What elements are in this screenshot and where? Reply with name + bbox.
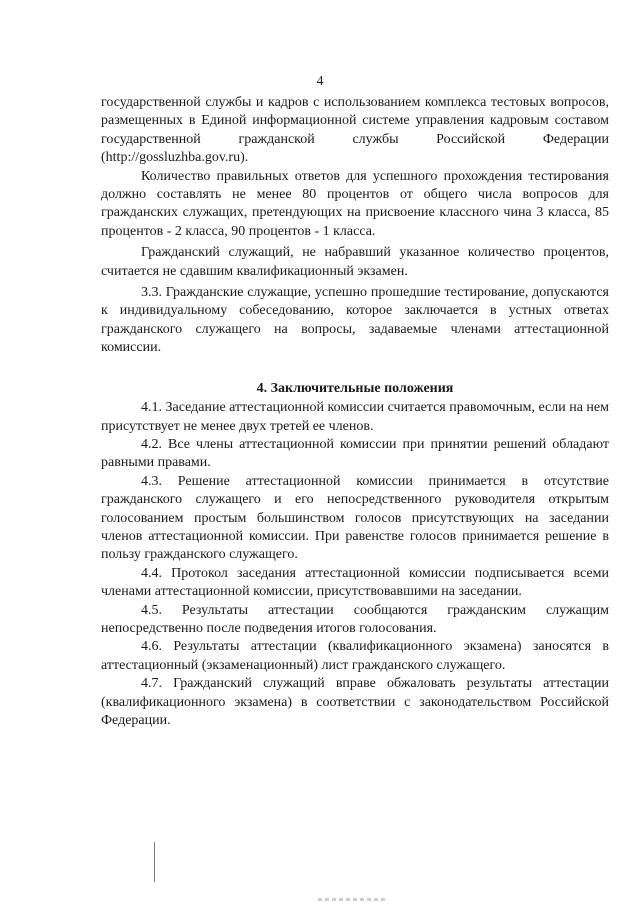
scan-margin-line [154,842,155,882]
paragraph-4-3: 4.3. Решение аттестационной комиссии принимается в отсутствие гражданского служащего и его непосредственного руководителя открытым голосованием простым большинством голосов присутствующих на заседании членов аттестационной комиссии. При равенстве голосов принимается решение в пользу гражданского служащего. [101,473,609,563]
paragraph-4-5: 4.5. Результаты аттестации сообщаются гражданским служащим непосредственно после подведения итогов голосования. [101,602,609,636]
document-body [101,94,609,730]
paragraph-4-6: 4.6. Результаты аттестации (квалификационного экзамена) заносятся в аттестационный (экзаменационный) лист гражданского служащего. [101,639,609,673]
section-title: 4. Заключительные положения [256,380,454,396]
page-number: 4 [316,74,324,89]
paragraph-4-7: 4.7. Гражданский служащий вправе обжаловать результаты аттестации (квалификационного экзамена) в соответствии с законодательством Российской Федерации. [101,676,609,728]
paragraph-failed-exam: Гражданский служащий, не набравший указанное количество процентов, считается не сдавшим квалификационный экзамен. [101,245,609,279]
paragraph-continuation: государственной службы и кадров с использованием комплекса тестовых вопросов, размещенных в Единой информационной системе управления кадровым составом государственной гражданской службы Российской Федерации (http://gossluzhba.gov.ru). [101,95,609,166]
paragraph-4-1: 4.1. Заседание аттестационной комиссии считается правомочным, если на нем присутствует не менее двух третей ее членов. [101,400,609,434]
paragraph-passing-threshold: Количество правильных ответов для успешного прохождения тестирования должно составлять не менее 80 процентов от общего числа вопросов для гражданских служащих, претендующих на присвоение классного чина 3 класса, 85 процентов - 2 класса, 90 процентов - 1 класса. [101,168,609,239]
scan-bottom-artifact [318,898,388,901]
paragraph-3-3: 3.3. Гражданские служащие, успешно прошедшие тестирование, допускаются к индивидуальному собеседованию, которое заключается в устных ответах гражданского служащего на вопросы, задаваемые членами аттестационной комиссии. [101,285,609,356]
paragraph-4-2: 4.2. Все члены аттестационной комиссии при принятии решений обладают равными правами. [101,436,609,471]
paragraph-4-4: 4.4. Протокол заседания аттестационной комиссии подписывается всеми членами аттестационной комиссии, присутствовавшими на заседании. [101,565,609,600]
